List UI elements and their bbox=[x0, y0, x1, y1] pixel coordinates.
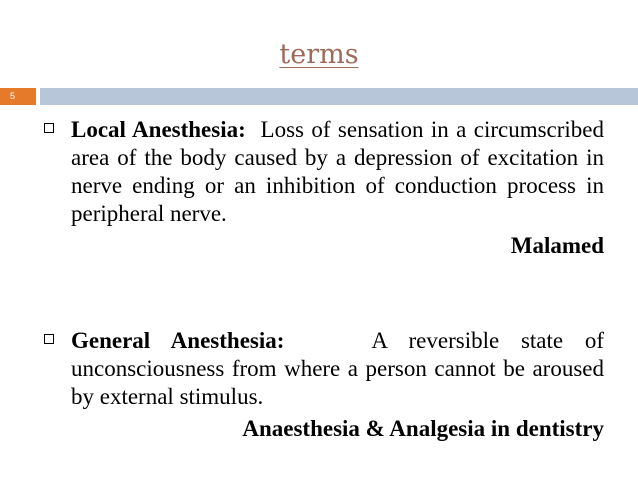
square-bullet-icon bbox=[44, 334, 54, 344]
bullet-item-general-anesthesia bbox=[44, 327, 604, 443]
square-bullet-icon bbox=[44, 123, 54, 133]
term-definition: Loss of sensation in a circumscribed area of the body caused by a depression of excitation in nerve ending or an inhibition of conduction process in peripheral nerve. bbox=[71, 117, 605, 226]
bullet-item-local-anesthesia bbox=[44, 116, 604, 260]
term-label: General Anesthesia: bbox=[71, 328, 285, 353]
citation: Anaesthesia & Analgesia in dentistry bbox=[242, 416, 604, 441]
accent-bar bbox=[40, 88, 638, 105]
bullet-text bbox=[71, 116, 604, 228]
header-band bbox=[0, 88, 638, 105]
bullet-text bbox=[71, 327, 604, 411]
term-definition: A reversible state of unconsciousness from where a person cannot be aroused by external stimulus. bbox=[71, 328, 605, 409]
slide-number: 5 bbox=[0, 88, 36, 105]
citation: Malamed bbox=[510, 233, 604, 258]
slide-title: terms bbox=[279, 39, 359, 70]
term-label: Local Anesthesia: bbox=[71, 117, 246, 142]
